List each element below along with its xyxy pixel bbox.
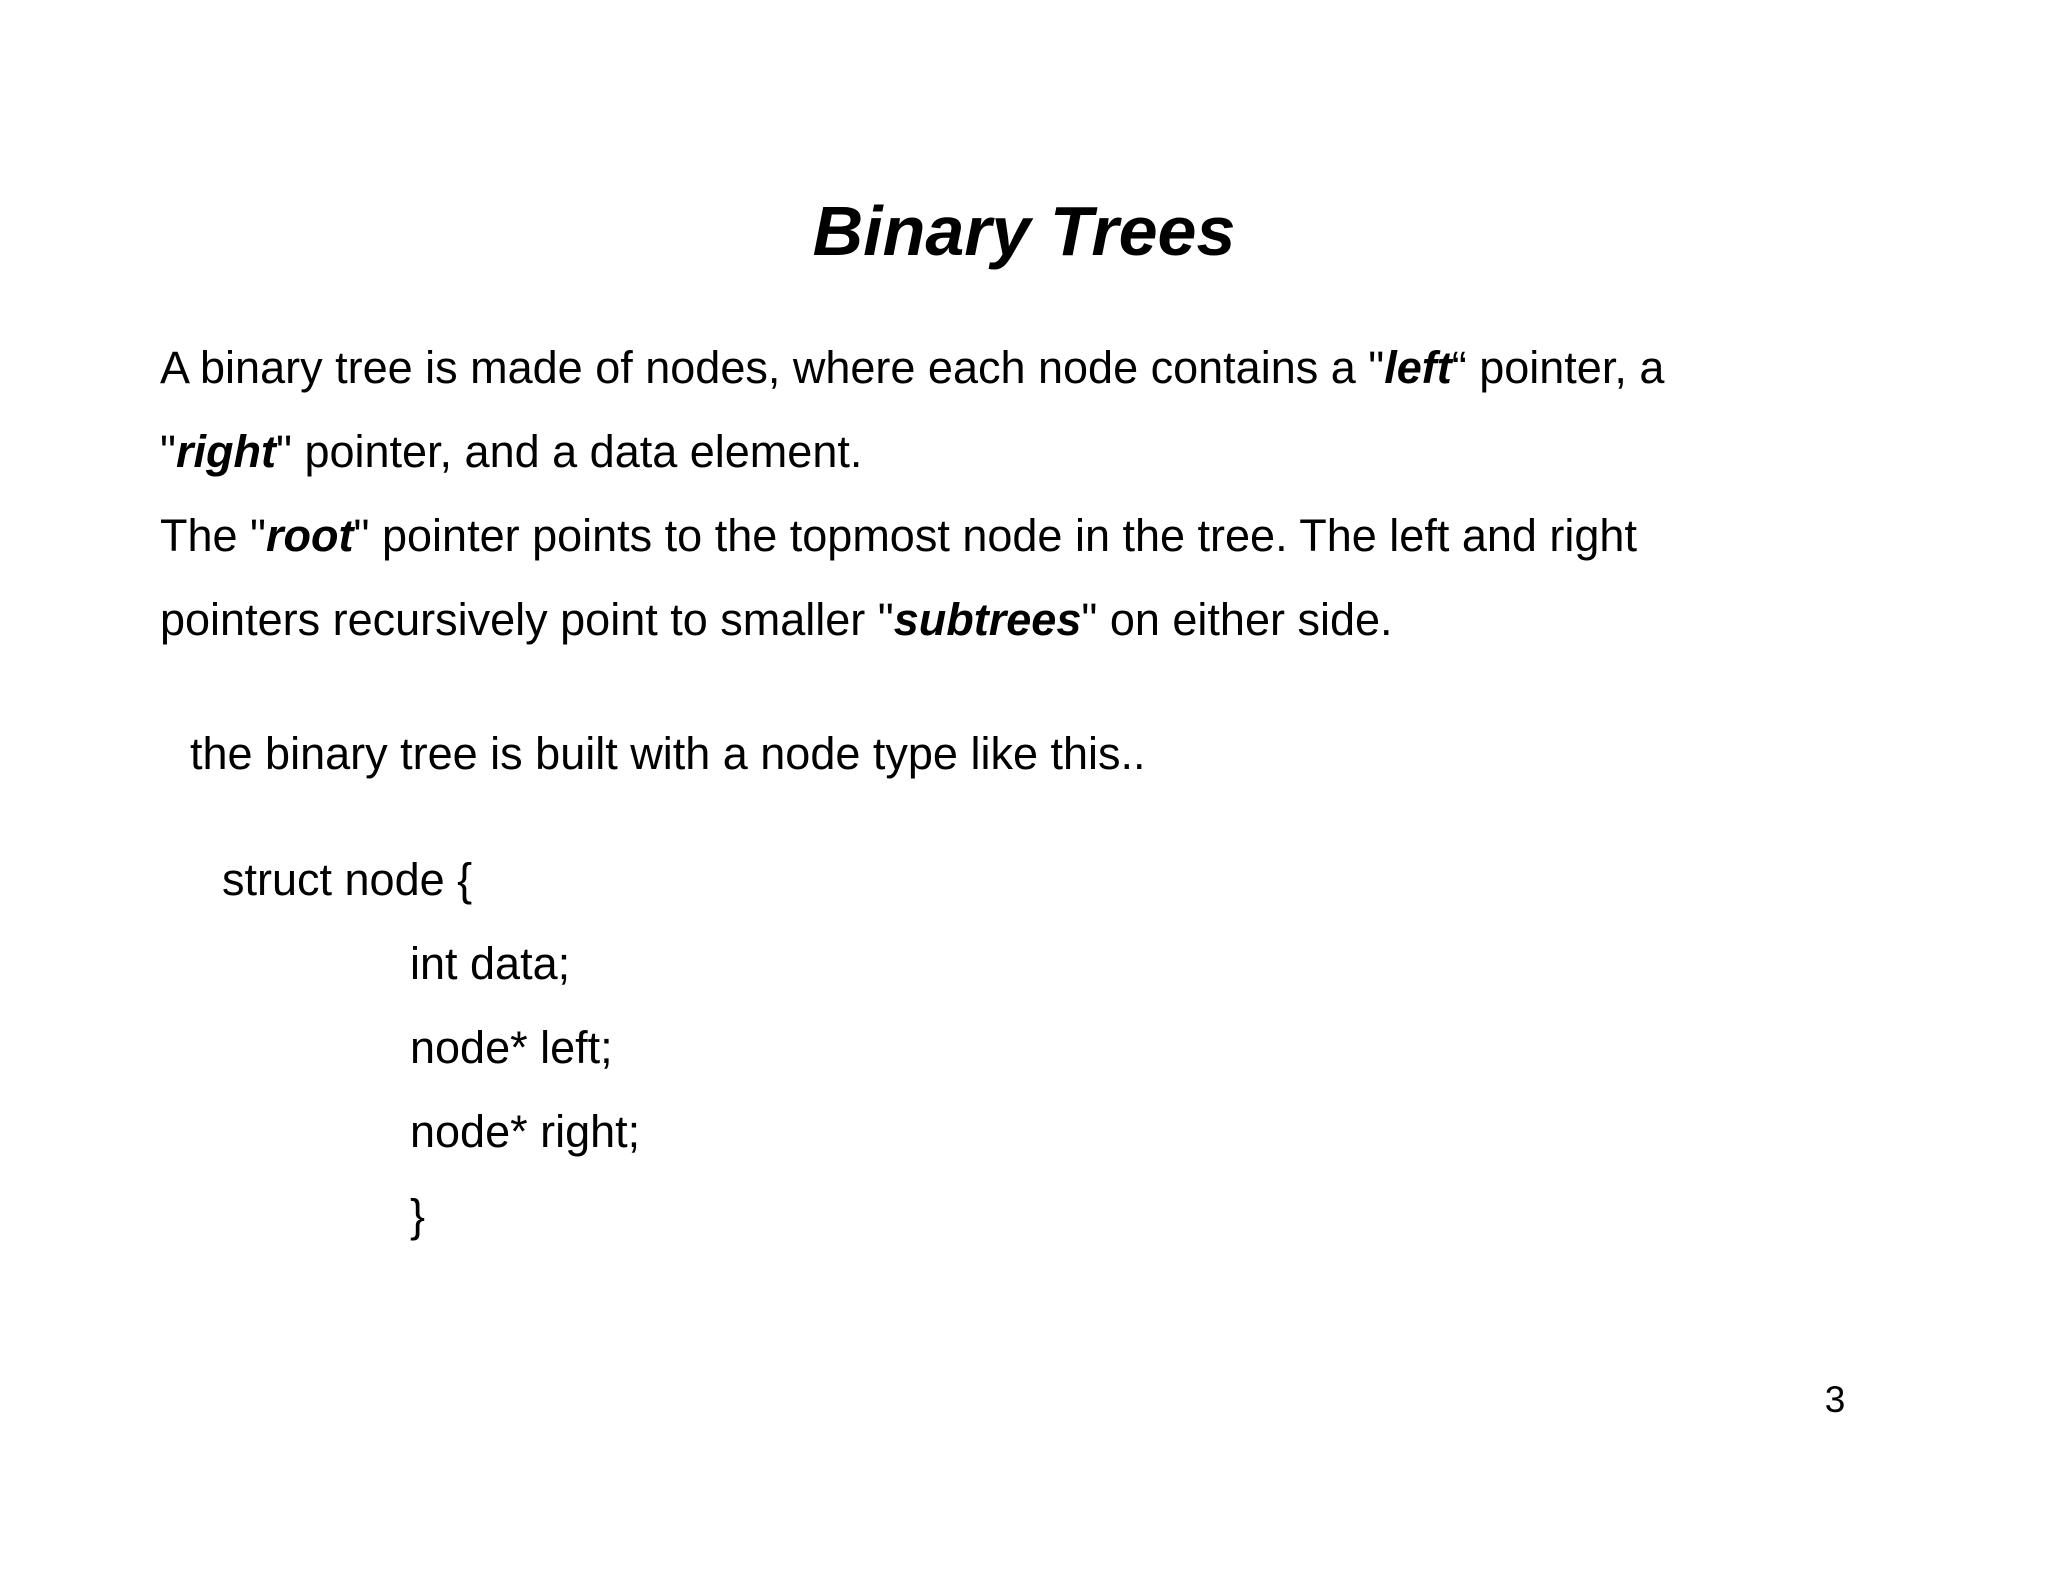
text-run: " pointer, and a data element.	[275, 426, 863, 477]
slide-title: Binary Trees	[812, 192, 1236, 270]
text-run: "	[160, 426, 176, 477]
code-intro-text: the binary tree is built with a node type like this..	[190, 728, 1146, 779]
term-left: left	[1384, 342, 1452, 393]
code-line: }	[410, 1190, 426, 1241]
paragraph-root-definition	[160, 494, 1980, 662]
paragraph-line	[160, 494, 1980, 578]
code-line: struct node {	[222, 854, 473, 905]
text-run: A binary tree is made of nodes, where each node contains a "	[160, 342, 1385, 393]
text-run: “ pointer, a	[1451, 342, 1665, 393]
paragraph-line	[160, 410, 1980, 494]
term-right: right	[175, 426, 276, 477]
code-line: int data;	[410, 938, 571, 989]
page-number: 3	[1824, 1379, 1846, 1420]
paragraph-node-definition	[160, 326, 1980, 494]
text-run: " pointer points to the topmost node in the tree. The left and right	[353, 510, 1637, 561]
code-line: node* left;	[410, 1022, 613, 1073]
text-run: The "	[160, 510, 267, 561]
paragraph-line	[160, 578, 1980, 662]
term-root: root	[266, 510, 354, 561]
text-run: " on either side.	[1081, 594, 1393, 645]
term-subtrees: subtrees	[893, 594, 1082, 645]
code-line: node* right;	[410, 1106, 641, 1157]
paragraph-line	[160, 326, 1980, 410]
text-run: pointers recursively point to smaller "	[160, 594, 894, 645]
